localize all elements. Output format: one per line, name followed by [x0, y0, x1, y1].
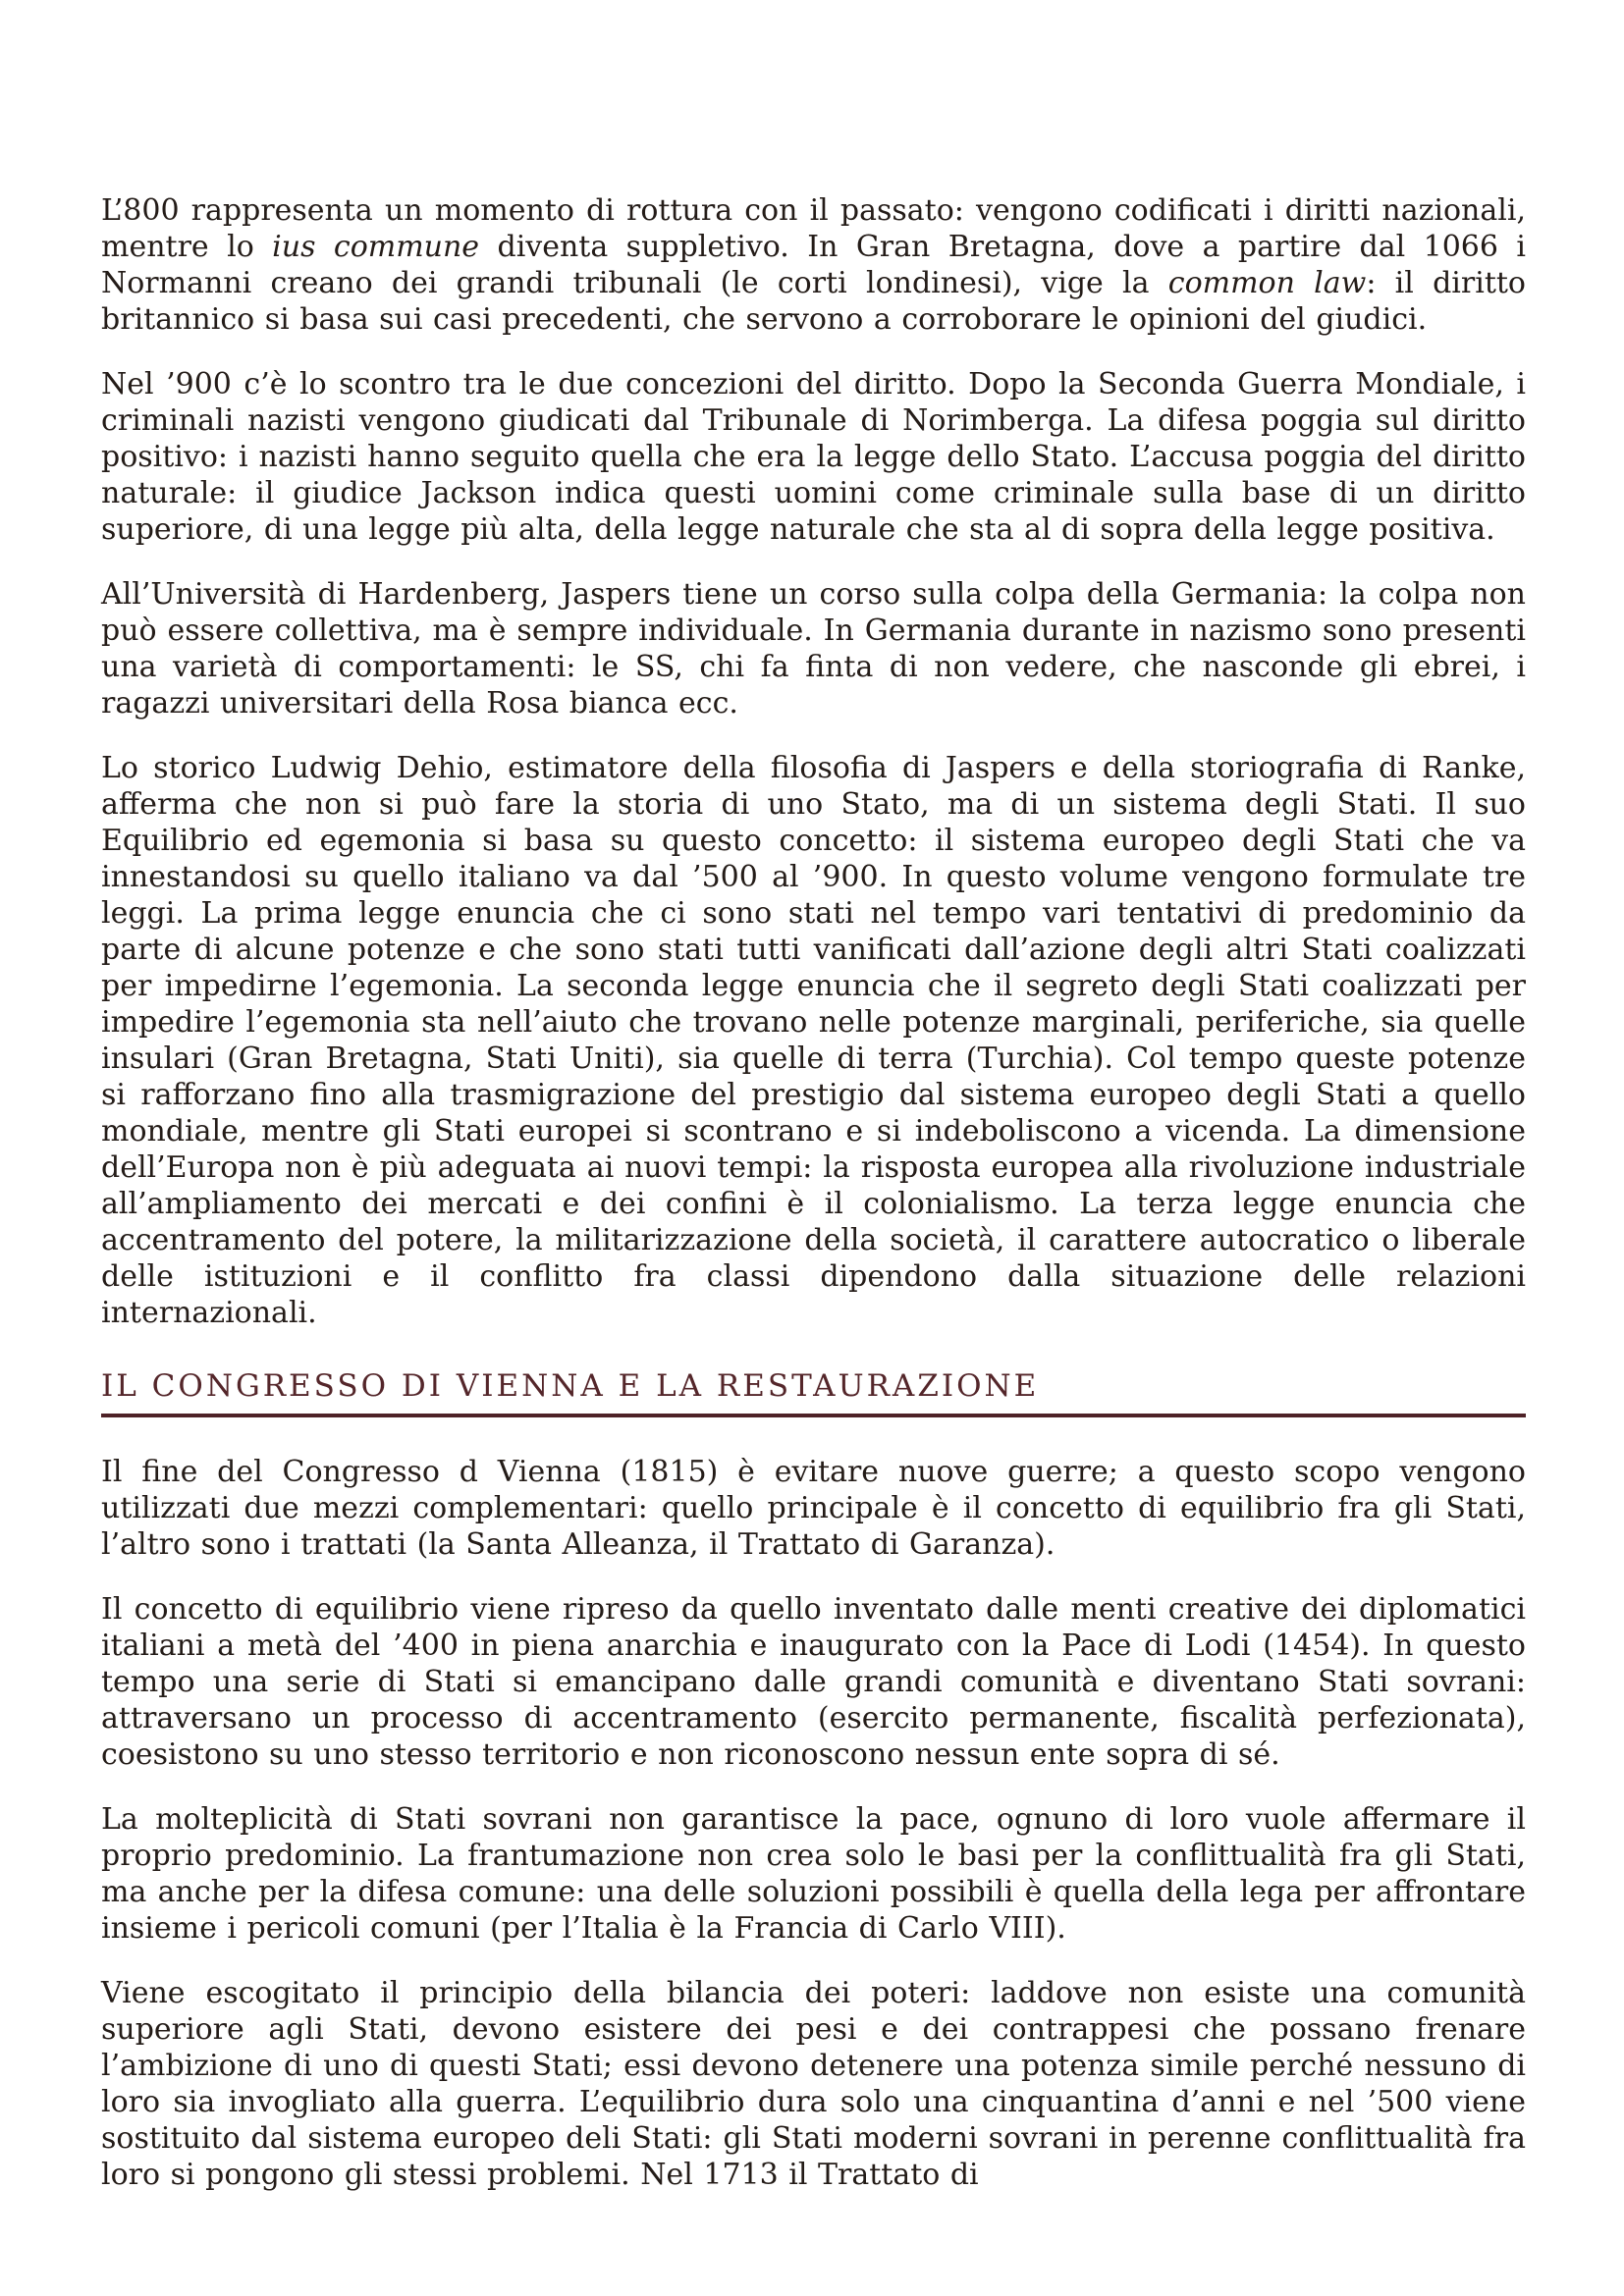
text-run: La molteplicità di Stati sovrani non garantisce la pace, ognuno di loro vuole affermare il proprio predominio. La frantumazione non crea solo le basi per la conflittualità fra gli Stati, ma anche per la difesa comune: una delle soluzioni possibili è quella della lega per affrontare insieme i pericoli comuni (per l’Italia è la Francia di Carlo VIII). [101, 1802, 1526, 1946]
section-heading: IL CONGRESSO DI VIENNA E LA RESTAURAZIONE [101, 1368, 1040, 1404]
text-run: Nel ’900 c’è lo scontro tra le due concezioni del diritto. Dopo la Seconda Guerra Mondiale, i criminali nazisti vengono giudicati dal Tribunale di Norimberga. La difesa poggia sul diritto positivo: i nazisti hanno seguito quella che era la legge dello Stato. L’accusa poggia del diritto naturale: il giudice Jackson indica questi uomini come criminale sulla base di un diritto superiore, di una legge più alta, della legge naturale che sta al di sopra della legge positiva. [101, 367, 1526, 547]
paragraph [101, 1591, 1526, 1773]
paragraph [101, 576, 1526, 721]
italic-text-run: common law [1167, 266, 1367, 300]
paragraph [101, 1454, 1526, 1563]
text-run: diventa suppletivo. In Gran Bretagna, dove a partire dal 1066 i Normanni creano dei grandi tribunali (le corti londinesi), vige la [101, 230, 1526, 300]
text-run: L’800 rappresenta un momento di rottura con il passato: vengono codificati i diritti nazionali, mentre lo [101, 193, 1526, 264]
text-run: Il fine del Congresso d Vienna (1815) è evitare nuove guerre; a questo scopo vengono utilizzati due mezzi complementari: quello principale è il concetto di equilibrio fra gli Stati, l’altro sono i trattati (la Santa Alleanza, il Trattato di Garanza). [101, 1455, 1526, 1562]
text-run: Lo storico Ludwig Dehio, estimatore della filosofia di Jaspers e della storiografia di Ranke, afferma che non si può fare la storia di uno Stato, ma di un sistema degli Stati. Il suo Equilibrio ed egemonia si basa su questo concetto: il sistema europeo degli Stati che va innestandosi su quello italiano va dal ’500 al ’900. In questo volume vengono formulate tre leggi. La prima legge enuncia che ci sono stati nel tempo vari tentativi di predominio da parte di alcune potenze e che sono stati tutti vanificati dall’azione degli altri Stati coalizzati per impedirne l’egemonia. La seconda legge enuncia che il segreto degli Stati coalizzati per impedire l’egemonia sta nell’aiuto che trovano nelle potenze marginali, periferiche, sia quelle insulari (Gran Bretagna, Stati Uniti), sia quelle di terra (Turchia). Col tempo queste potenze si rafforzano fino alla trasmigrazione del prestigio dal sistema europeo degli Stati a quello mondiale, mentre gli Stati europei si scontrano e si indeboliscono a vicenda. La dimensione dell’Europa non è più adeguata ai nuovi tempi: la risposta europea alla rivoluzione industriale all’ampliamento dei mercati e dei confini è il colonialismo. La terza legge enuncia che accentramento del potere, la militarizzazione della società, il carattere autocratico o liberale delle istituzioni e il conflitto fra classi dipendono dalla situazione delle relazioni internazionali. [101, 751, 1526, 1330]
paragraph [101, 366, 1526, 548]
text-run: : il diritto britannico si basa sui casi precedenti, che servono a corroborare le opinioni del giudici. [101, 266, 1526, 337]
text-run: Viene escogitato il principio della bilancia dei poteri: laddove non esiste una comunità superiore agli Stati, devono esistere dei pesi e dei contrappesi che possano frenare l’ambizione di uno di questi Stati; essi devono detenere una potenza simile perché nessuno di loro sia invogliato alla guerra. L’equilibrio dura solo una cinquantina d’anni e nel ’500 viene sostituito dal sistema europeo deli Stati: gli Stati moderni sovrani in perenne conflittualità fra loro si pongono gli stessi problemi. Nel 1713 il Trattato di [101, 1976, 1526, 2192]
text-run: Il concetto di equilibrio viene ripreso da quello inventato dalle menti creative dei diplomatici italiani a metà del ’400 in piena anarchia e inaugurato con la Pace di Lodi (1454). In questo tempo una serie di Stati si emancipano dalle grandi comunità e diventano Stati sovrani: attraversano un processo di accentramento (esercito permanente, fiscalità perfezionata), coesistono su uno stesso territorio e non riconoscono nessun ente sopra di sé. [101, 1592, 1526, 1772]
heading-rule [101, 1414, 1526, 1417]
paragraph [101, 750, 1526, 1331]
document-content [101, 192, 1526, 2221]
paragraph [101, 1801, 1526, 1947]
paragraph [101, 1975, 1526, 2193]
italic-text-run: ius commune [272, 230, 480, 264]
paragraph [101, 192, 1526, 338]
text-run: All’Università di Hardenberg, Jaspers tiene un corso sulla colpa della Germania: la colpa non può essere collettiva, ma è sempre individuale. In Germania durante in nazismo sono presenti una varietà di comportamenti: le SS, chi fa finta di non vedere, che nasconde gli ebrei, i ragazzi universitari della Rosa bianca ecc. [101, 577, 1526, 721]
